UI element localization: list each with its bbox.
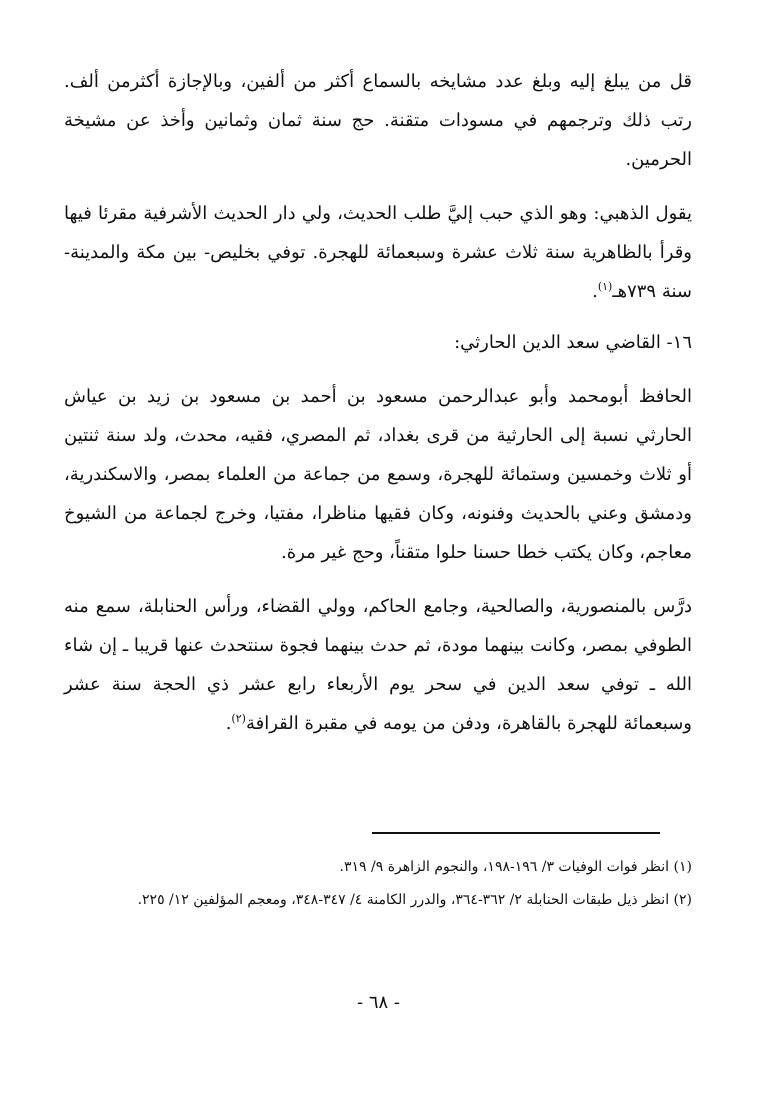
paragraph-teaching-text: درَّس بالمنصورية، والصالحية، وجامع الحاكم، وولي القضاء، ورأس الحنابلة، سمع منه الطوفي بمصر، وكانت بينهما مودة، ثم حدث بينهما فجوة سنتحدث عنها قريبا ـ إن شاء الله ـ توفي سعد الدين في سحر يوم الأربعاء رابع عشر ذي الحجة سنة عشر وسبعمائة للهجرة بالقاهرة، ودفن من يومه في مقبرة القرافة — [64, 596, 692, 734]
paragraph-biography — [64, 377, 692, 572]
main-text — [64, 62, 692, 743]
footnotes — [64, 851, 692, 917]
section-heading — [64, 323, 692, 362]
footnote-divider — [372, 832, 660, 834]
paragraph-dhahabi-quote — [64, 194, 692, 311]
section-heading-text: ١٦- القاضي سعد الدين الحارثي: — [454, 332, 692, 353]
footnote-1: (١) انظر فوات الوفيات ٣/ ١٩٦-١٩٨، والنجوم الزاهرة ٩/ ٣١٩. — [339, 859, 692, 875]
paragraph-intro — [64, 62, 692, 179]
paragraph-intro-text: قل من يبلغ إليه وبلغ عدد مشايخه بالسماع أكثر من ألفين، وبالإجازة أكثرمن ألف. رتب ذلك وترجمهم في مسودات متقنة. حج سنة ثمان وثمانين وأخذ عن مشيخة الحرمين. — [64, 71, 692, 170]
sentence-period: . — [592, 281, 598, 302]
footnote-2: (٢) انظر ذيل طبقات الحنابلة ٢/ ٣٦٢-٣٦٤، والدرر الكامنة ٤/ ٣٤٧-٣٤٨، ومعجم المؤلفين ١٢/ ٢٢٥. — [137, 892, 692, 908]
page-number: - ٦٨ - — [357, 992, 400, 1013]
paragraph-dhahabi-text: يقول الذهبي: وهو الذي حبب إليَّ طلب الحديث، ولي دار الحديث الأشرفية مقرئا فيها وقرأ بالظاهرية سنة ثلاث عشرة وسبعمائة للهجرة. توفي بخليص- بين مكة والمدينة- سنة ٧٣٩هـ — [64, 203, 692, 302]
footnote-ref-2: (٢) — [231, 712, 246, 725]
paragraph-teaching — [64, 587, 692, 743]
sentence-period: . — [225, 713, 232, 734]
footnote-ref-1: (١) — [597, 280, 613, 293]
paragraph-biography-text: الحافظ أبومحمد وأبو عبدالرحمن مسعود بن أحمد بن مسعود بن زيد بن عياش الحارثي نسبة إلى الحارثية من قرى بغداد، ثم المصري، فقيه، محدث، ولد سنة ثنتين أو ثلاث وخمسين وستمائة للهجرة، وسمع من جماعة من العلماء بمصر، والاسكندرية، ودمشق وعني بالحديث وفنونه، وكان فقيها مناظرا، مفتيا، وخرج لجماعة من الشيوخ معاجم، وكان يكتب خطا حسنا حلوا متقناً، وحج غير مرة. — [64, 386, 692, 563]
